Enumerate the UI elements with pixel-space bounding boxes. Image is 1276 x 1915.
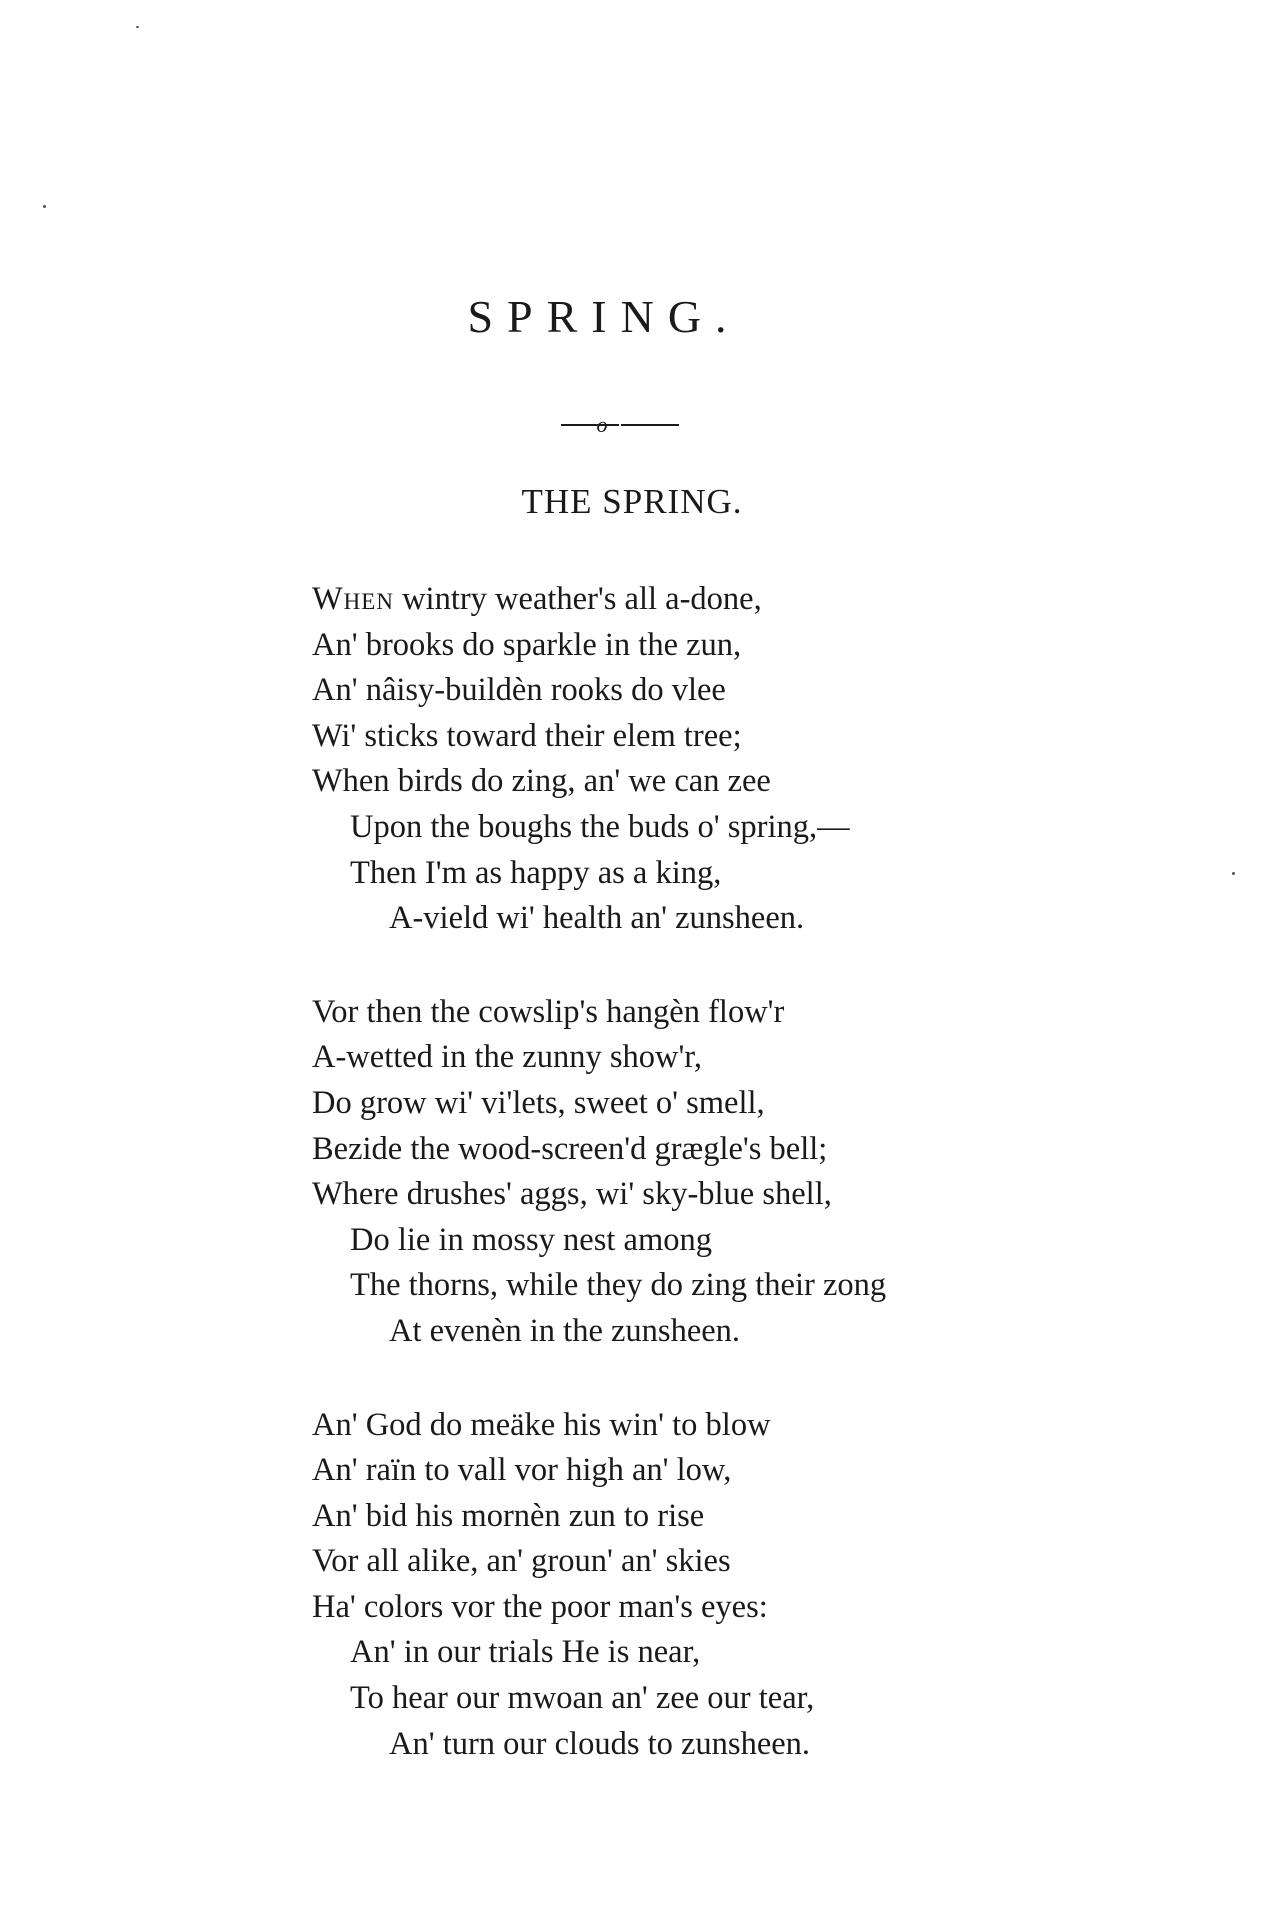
poem-line-text: An' God do meäke his win' to blow: [312, 1406, 771, 1443]
poem-line: [312, 896, 1072, 942]
ornament-rule-right: [621, 424, 679, 426]
poem-line-text: A-vield wi' health an' zunsheen.: [389, 900, 805, 937]
poem-line-text: The thorns, while they do zing their zong: [350, 1267, 887, 1304]
poem-line-text: An' nâisy-buildèn rooks do vlee: [312, 672, 726, 709]
poem-line-text: An' brooks do sparkle in the zun,: [312, 626, 742, 663]
ornament-divider: o: [0, 412, 1276, 436]
poem-line: [312, 1676, 1072, 1722]
poem-line-text: Vor all alike, an' groun' an' skies: [312, 1543, 731, 1580]
poem-line: [312, 668, 1072, 714]
poem-line-text: Vor then the cowslip's hangèn flow'r: [312, 993, 785, 1030]
poem-line: [312, 1081, 1072, 1127]
poem-line-text: An' bid his mornèn zun to rise: [312, 1497, 705, 1534]
poem-body: [312, 577, 1072, 1815]
poem-line-text: wintry weather's all a-done,: [393, 581, 762, 617]
poem-line: [312, 990, 1072, 1036]
poem-line-text: Then I'm as happy as a king,: [350, 854, 722, 891]
poem-line: [312, 1172, 1072, 1218]
poem-line: [312, 1127, 1072, 1173]
poem-line-text: Upon the boughs the buds o' spring,—: [350, 808, 850, 845]
poem-line: [312, 1494, 1072, 1540]
print-speck: [1232, 872, 1235, 875]
poem-line: [312, 759, 1072, 805]
poem-line-text: An' turn our clouds to zunsheen.: [389, 1725, 811, 1762]
stanza: [312, 1403, 1072, 1768]
poem-line-text: Wi' sticks toward their elem tree;: [312, 717, 742, 754]
section-title: SPRING.: [467, 291, 741, 342]
poem-line: [312, 1448, 1072, 1494]
poem-line-text: Where drushes' aggs, wi' sky-blue shell,: [312, 1176, 832, 1213]
poem-line-text: Bezide the wood-screen'd grægle's bell;: [312, 1130, 828, 1167]
print-speck: [43, 205, 46, 208]
poem-line-text: Ha' colors vor the poor man's eyes:: [312, 1588, 768, 1625]
poem-line-text: To hear our mwoan an' zee our tear,: [350, 1680, 815, 1717]
poem-line-text: An' in our trials He is near,: [350, 1634, 701, 1671]
poem-line-text: Do grow wi' vi'lets, sweet o' smell,: [312, 1084, 765, 1121]
poem-line-text: A-wetted in the zunny show'r,: [312, 1039, 702, 1076]
poem-line: [312, 1539, 1072, 1585]
print-speck: [136, 26, 139, 28]
poem-line-lead: When: [312, 581, 394, 617]
poem-line: [312, 577, 1072, 623]
poem-line-text: Do lie in mossy nest among: [350, 1221, 712, 1258]
poem-line: [312, 1218, 1072, 1264]
poem-title: THE SPRING.: [521, 482, 743, 521]
ornament-rule-left: [561, 424, 619, 426]
poem-line: [312, 1309, 1072, 1355]
poem-line: [312, 805, 1072, 851]
poem-line: [312, 1035, 1072, 1081]
poem-line-text: An' raïn to vall vor high an' low,: [312, 1452, 732, 1489]
poem-line: [312, 851, 1072, 897]
poem-line: [312, 1585, 1072, 1631]
poem-line: [312, 1722, 1072, 1768]
poem-line-text: At evenèn in the zunsheen.: [389, 1312, 741, 1349]
stanza: [312, 990, 1072, 1355]
poem-line: [312, 623, 1072, 669]
poem-line: [312, 1263, 1072, 1309]
poem-line-text: When birds do zing, an' we can zee: [312, 763, 771, 800]
poem-line: [312, 714, 1072, 760]
poem-line: [312, 1403, 1072, 1449]
poem-line: [312, 1630, 1072, 1676]
stanza: [312, 577, 1072, 942]
